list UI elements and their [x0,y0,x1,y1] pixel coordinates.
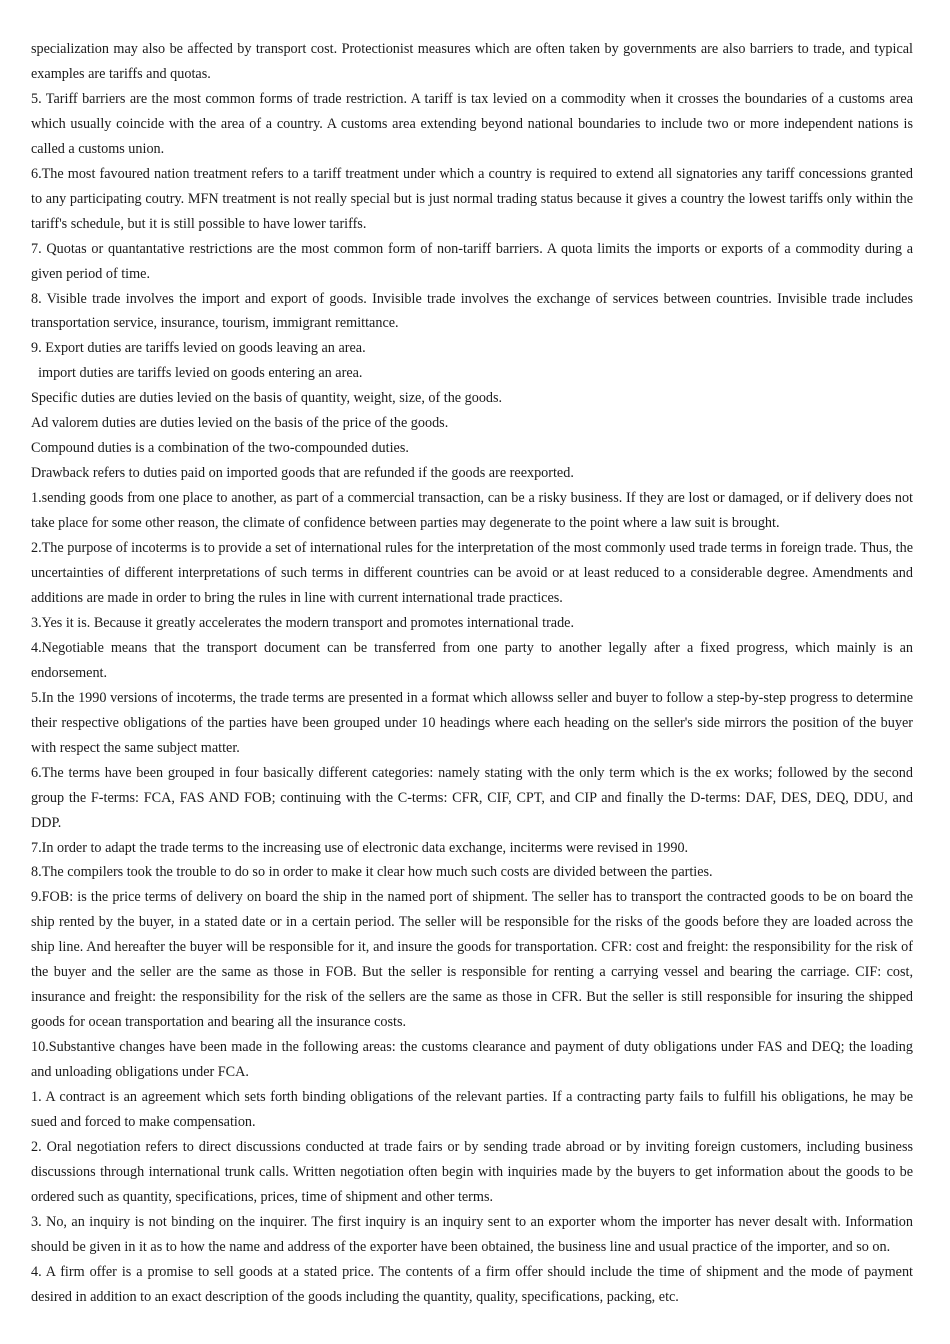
paragraph-firm-offer: 4. A firm offer is a promise to sell goods at a stated price. The contents of a firm offer should include the time of shipment and the mode of payment desired in addition to an exact description of the goods including the quantity, quality, specifications, packing, etc. [31,1263,913,1305]
paragraph-substantive-changes: 10.Substantive changes have been made in the following areas: the customs clearance and payment of duty obligations under FAS and DEQ; the loading and unloading obligations under FCA. [31,1039,913,1081]
paragraph-yes-it-is: 3.Yes it is. Because it greatly accelerates the modern transport and promotes international trade. [31,614,575,631]
paragraph-electronic-data: 7.In order to adapt the trade terms to the increasing use of electronic data exchange, inciterms were revised in 1990. [31,839,689,856]
paragraph-fob-cfr-cif: 9.FOB: is the price terms of delivery on board the ship in the named port of shipment. The seller has to transport the contracted goods to be on board the ship rented by the buyer, in a stated date or in a certain period. The seller will be responsible for the risks of the goods before they are loaded across the ship line. And hereafter the buyer will be responsible for it, and insure the goods for transportation. CFR: cost and freight: the responsibility for the risk of the buyer and the seller are the same as those in FOB. But the seller is responsible for renting a carrying vessel and bearing the carriage. CIF: cost, insurance and freight: the responsibility for the risk of the sellers are the same as those in CFR. But the seller is still responsible for insuring the shipped goods for ocean transportation and bearing all the insurance costs. [31,889,913,1031]
paragraph-inquiry: 3. No, an inquiry is not binding on the inquirer. The first inquiry is an inquiry sent to an exporter whom the importer has never desalt with. Information should be given in it as to how the name and address of the exporter have been obtained, the business line and usual practice of the importer, and so on. [31,1213,913,1255]
paragraph-export-duties: 9. Export duties are tariffs levied on goods leaving an area. [31,340,366,357]
paragraph-1990-versions: 5.In the 1990 versions of incoterms, the trade terms are presented in a format which allowss seller and buyer to follow a step-by-step progress to determine their respective obligations of the parties have been grouped under 10 headings where each heading on the seller's side mirrors the position of the buyer with respect the same subject matter. [31,689,913,756]
paragraph-incoterms-purpose: 2.The purpose of incoterms is to provide a set of international rules for the interpretation of the most commonly used trade terms in foreign trade. Thus, the uncertainties of different interpretations of such terms in different countries can be avoid or at least reduced to a considerable degree. Amendments and additions are made in order to bring the rules in line with current international trade practices. [31,540,913,606]
paragraph-term-groups: 6.The terms have been grouped in four basically different categories: namely stating with the only term which is the ex works; followed by the second group the F-terms: FCA, FAS AND FOB; continuing with the C-terms: CFR, CIF, CPT, and CIP and finally the D-terms: DAF, DES, DEQ, DDU, and DDP. [31,764,913,831]
paragraph-tariff-barriers: 5. Tariff barriers are the most common forms of trade restriction. A tariff is tax levied on a commodity when it crosses the boundaries of a customs area which usually coincide with the area of a country. A customs area extending beyond national boundaries to include two or more independent nations is called a customs union. [31,90,913,157]
paragraph-specific-duties: Specific duties are duties levied on the basis of quantity, weight, size, of the goods. [31,390,503,407]
paragraph-ad-valorem-duties: Ad valorem duties are duties levied on the basis of the price of the goods. [31,415,449,432]
paragraph-oral-negotiation: 2. Oral negotiation refers to direct discussions conducted at trade fairs or by sending trade abroad or by inviting foreign customers, including business discussions through international trunk calls. Written negotiation often begin with inquiries made by the buyers to get information about the goods to be ordered such as quantity, specifications, prices, time of shipment and other terms. [31,1138,913,1205]
paragraph-drawback: Drawback refers to duties paid on imported goods that are refunded if the goods are reexported. [31,465,574,482]
paragraph-mfn-treatment: 6.The most favoured nation treatment refers to a tariff treatment under which a country is required to extend all signatories any tariff concessions granted to any participating coutry. MFN treatment is not really special but is just normal trading status because it gives a country the lowest tariffs only within the tariff's schedule, but it is still possible to have lower tariffs. [31,165,913,232]
paragraph-compilers: 8.The compilers took the trouble to do so in order to make it clear how much such costs are divided between the parties. [31,864,713,881]
paragraph-specialization: specialization may also be affected by transport cost. Protectionist measures which are often taken by governments are also barriers to trade, and typical examples are tariffs and quotas. [31,41,913,82]
paragraph-quotas: 7. Quotas or quantantative restrictions are the most common form of non-tariff barriers. A quota limits the imports or exports of a commodity during a given period of time. [31,240,913,282]
document-page [31,37,913,1310]
paragraph-import-duties: import duties are tariffs levied on goods entering an area. [31,365,363,382]
paragraph-visible-trade: 8. Visible trade involves the import and export of goods. Invisible trade involves the exchange of services between countries. Invisible trade includes transportation service, insurance, tourism, immigrant remittance. [31,290,913,332]
paragraph-contract: 1. A contract is an agreement which sets forth binding obligations of the relevant parties. If a contracting party fails to fulfill his obligations, he may be sued and forced to make compensation. [31,1089,913,1130]
paragraph-compound-duties: Compound duties is a combination of the two-compounded duties. [31,440,409,457]
paragraph-sending-goods: 1.sending goods from one place to another, as part of a commercial transaction, can be a risky business. If they are lost or damaged, or if delivery does not take place for some other reason, the climate of confidence between parties may degenerate to the point where a law suit is brought. [31,490,913,532]
paragraph-negotiable: 4.Negotiable means that the transport document can be transferred from one party to another legally after a fixed progress, which mainly is an endorsement. [31,639,913,681]
